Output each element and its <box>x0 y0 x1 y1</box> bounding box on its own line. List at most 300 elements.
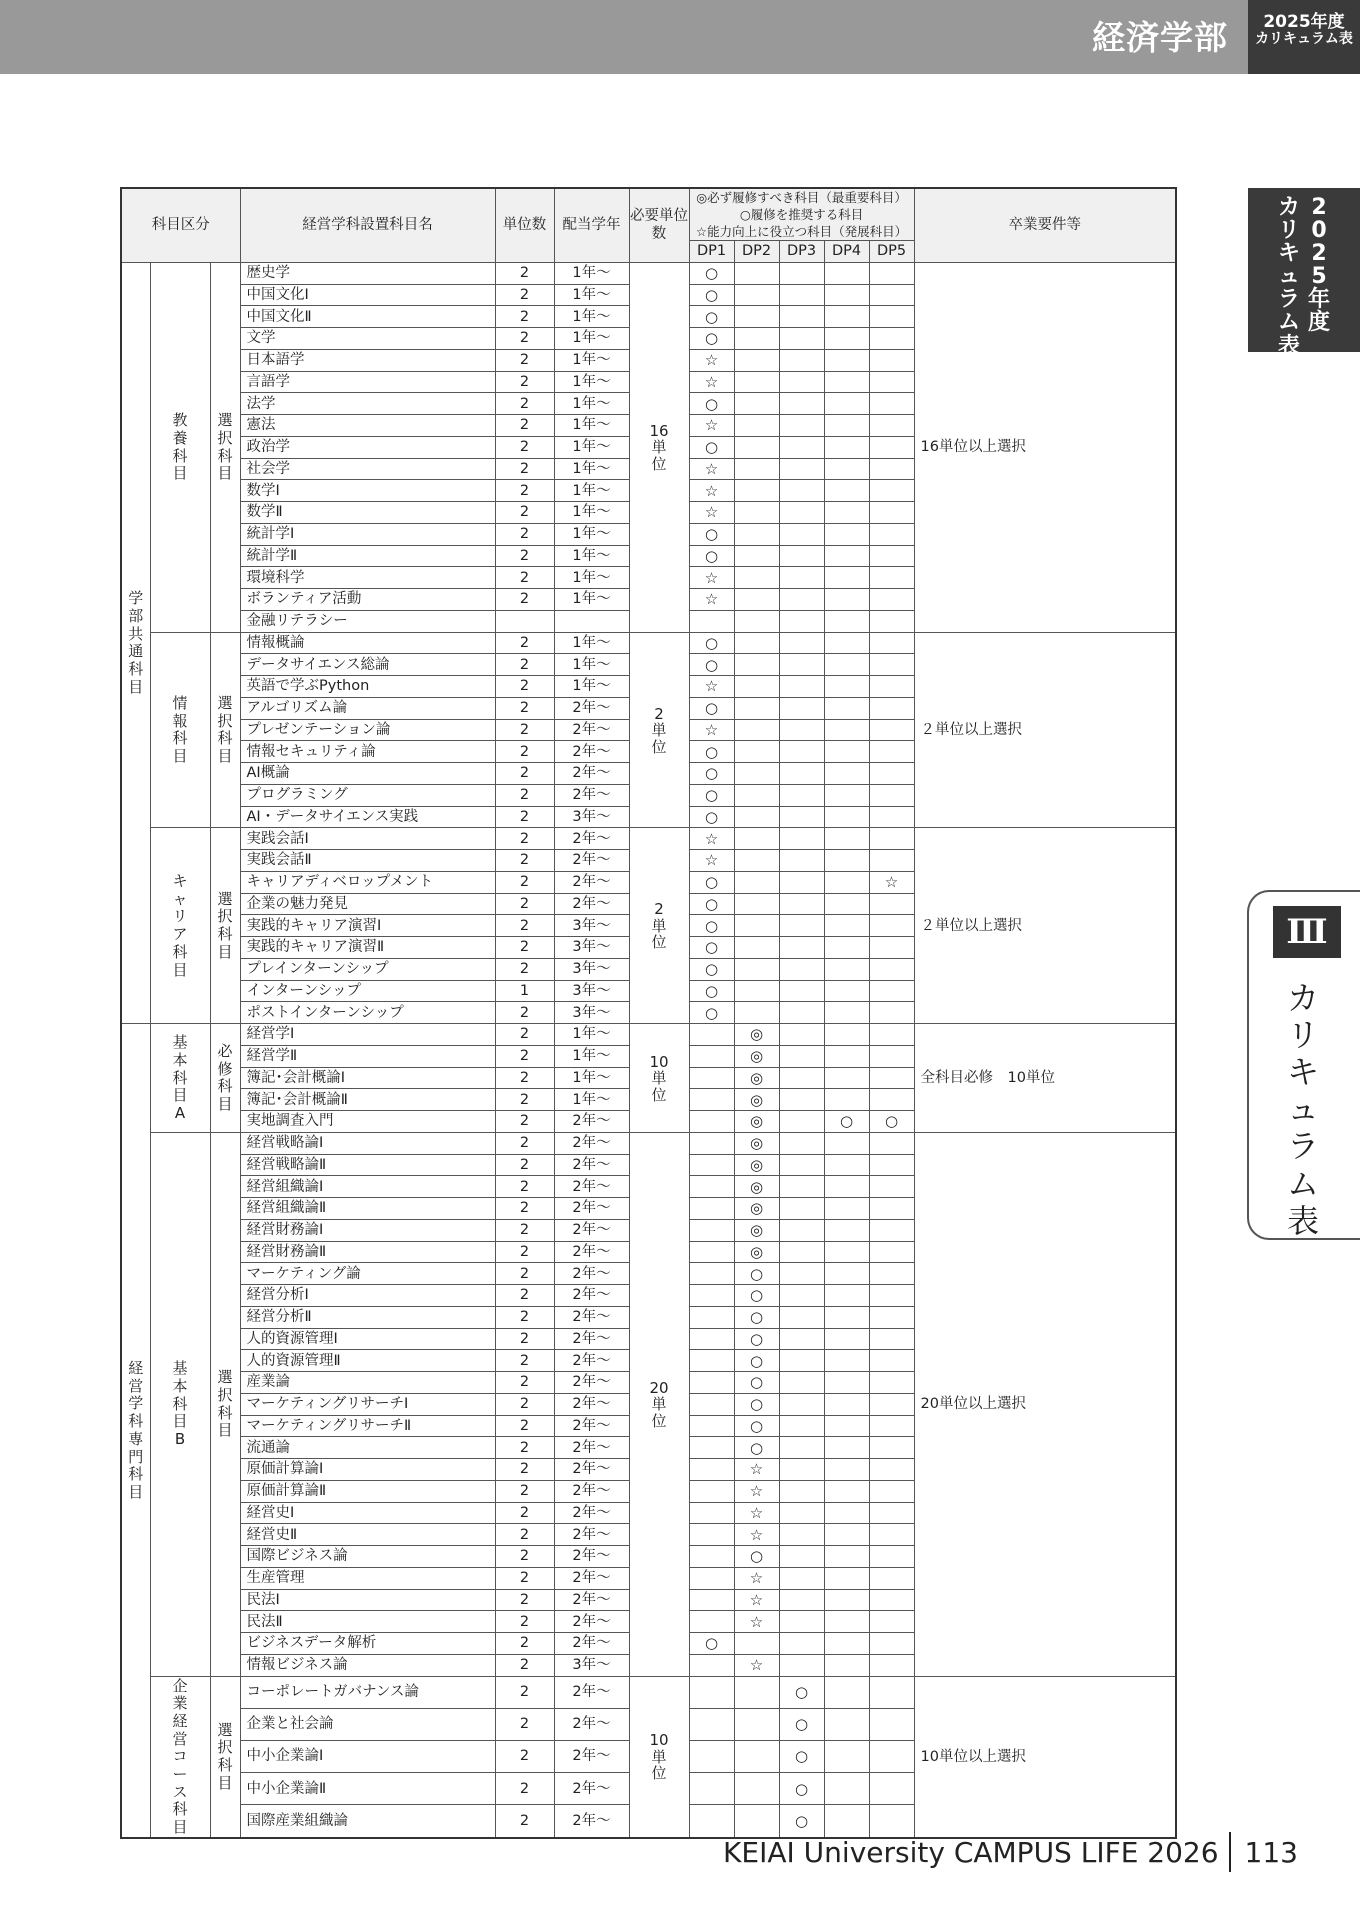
dp2-mark: ○ <box>734 1285 779 1307</box>
type-label: 選 択 科 目 <box>217 1368 233 1440</box>
dp2-mark: ◎ <box>734 1219 779 1241</box>
required-units: 10 単 位 <box>649 1052 669 1104</box>
dp4-mark <box>824 567 869 589</box>
credits: 2 <box>495 1415 554 1437</box>
curriculum-body <box>121 262 1176 1837</box>
dp3-mark <box>779 1502 824 1524</box>
course-name: 社会学 <box>240 458 495 480</box>
credits: 2 <box>495 937 554 959</box>
graduation-requirement: 全科目必修 10単位 <box>914 1024 1176 1133</box>
dp4-mark <box>824 850 869 872</box>
dp4-mark <box>824 415 869 437</box>
dp3-mark <box>779 328 824 350</box>
dp2-mark <box>734 610 779 632</box>
credits: 2 <box>495 1633 554 1655</box>
required-units: 20 単 位 <box>649 1378 669 1430</box>
dp2-mark: ☆ <box>734 1611 779 1633</box>
footer-divider <box>1229 1832 1231 1872</box>
side-doc-vertical: カ リ キ ュ ラ ム 表 <box>1277 195 1300 359</box>
footer <box>723 1832 1298 1872</box>
credits: 2 <box>495 1502 554 1524</box>
dp5-mark <box>869 1633 914 1655</box>
subcategory-label: キ ャ リ ア 科 目 <box>172 872 188 979</box>
credits: 2 <box>495 763 554 785</box>
credits: 2 <box>495 1524 554 1546</box>
dp2-mark: ○ <box>734 1350 779 1372</box>
dp3-mark <box>779 567 824 589</box>
required-units: 2 単 位 <box>651 704 667 756</box>
course-name: 経営史Ⅰ <box>240 1502 495 1524</box>
course-name: 数学Ⅰ <box>240 480 495 502</box>
year: 1年～ <box>554 306 629 328</box>
credits: 2 <box>495 1067 554 1089</box>
dp1-mark: ○ <box>689 741 734 763</box>
credits: 2 <box>495 806 554 828</box>
dp4-mark <box>824 1611 869 1633</box>
dp4-mark <box>824 915 869 937</box>
dp3-mark <box>779 1546 824 1568</box>
credits: 2 <box>495 1002 554 1024</box>
credits: 2 <box>495 1805 554 1838</box>
year: 2年～ <box>554 1415 629 1437</box>
course-name: 経営戦略論Ⅱ <box>240 1154 495 1176</box>
dp1-mark <box>689 1089 734 1111</box>
dp2-mark <box>734 415 779 437</box>
credits: 2 <box>495 1393 554 1415</box>
dp3-mark <box>779 480 824 502</box>
dp4-mark <box>824 784 869 806</box>
credits: 2 <box>495 567 554 589</box>
dp5-mark <box>869 784 914 806</box>
dp4-mark <box>824 1089 869 1111</box>
dp3-mark <box>779 871 824 893</box>
dp1-mark <box>689 1773 734 1805</box>
dp5-mark <box>869 393 914 415</box>
credits: 2 <box>495 1024 554 1046</box>
dp2-mark <box>734 741 779 763</box>
year: 2年～ <box>554 1805 629 1838</box>
dp5-mark <box>869 1024 914 1046</box>
chapter-number: Ⅲ <box>1273 906 1341 958</box>
course-name: 産業論 <box>240 1372 495 1394</box>
year: 2年～ <box>554 1567 629 1589</box>
credits: 2 <box>495 1350 554 1372</box>
dp4-mark <box>824 697 869 719</box>
table-row <box>121 262 1176 284</box>
dp3-mark <box>779 1198 824 1220</box>
course-name: プレインターンシップ <box>240 958 495 980</box>
dp3-mark <box>779 937 824 959</box>
dp4-mark <box>824 1437 869 1459</box>
dp1-mark: ○ <box>689 806 734 828</box>
credits: 2 <box>495 1241 554 1263</box>
year: 3年～ <box>554 937 629 959</box>
dp5-mark <box>869 284 914 306</box>
dp2-mark <box>734 589 779 611</box>
credits: 2 <box>495 1437 554 1459</box>
credits: 2 <box>495 1089 554 1111</box>
course-name: 政治学 <box>240 436 495 458</box>
dp1-mark: ☆ <box>689 719 734 741</box>
dp2-mark: ◎ <box>734 1154 779 1176</box>
department-title: 経済学部 <box>1092 18 1228 57</box>
year: 1年～ <box>554 436 629 458</box>
credits: 2 <box>495 1546 554 1568</box>
dp3-mark: ○ <box>779 1676 824 1708</box>
dp4-mark <box>824 1132 869 1154</box>
year: 3年～ <box>554 958 629 980</box>
year: 1年～ <box>554 328 629 350</box>
dp5-mark <box>869 1154 914 1176</box>
dp4-mark <box>824 1263 869 1285</box>
dp4-mark <box>824 1285 869 1307</box>
type-label: 選 択 科 目 <box>217 889 233 961</box>
dp1-mark <box>689 1524 734 1546</box>
course-name: 経営学Ⅱ <box>240 1045 495 1067</box>
course-name: 実践的キャリア演習Ⅰ <box>240 915 495 937</box>
dp1-mark <box>689 1546 734 1568</box>
credits: 2 <box>495 741 554 763</box>
dp3-mark <box>779 1241 824 1263</box>
year: 3年～ <box>554 1002 629 1024</box>
dp1-mark <box>689 1241 734 1263</box>
course-name: マーケティングリサーチⅠ <box>240 1393 495 1415</box>
dp2-mark <box>734 1708 779 1740</box>
dp5-mark <box>869 1437 914 1459</box>
legend-line-3: ☆能力向上に役立つ科目（発展科目） <box>695 224 908 239</box>
dp3-mark <box>779 393 824 415</box>
dp5-mark <box>869 1459 914 1481</box>
credits: 2 <box>495 502 554 524</box>
credits: 2 <box>495 1263 554 1285</box>
course-name: 経営財務論Ⅰ <box>240 1219 495 1241</box>
dp3-mark: ○ <box>779 1708 824 1740</box>
dp5-mark <box>869 502 914 524</box>
dp1-mark: ☆ <box>689 567 734 589</box>
year: 2年～ <box>554 871 629 893</box>
type-cell <box>210 828 240 1024</box>
credits: 2 <box>495 828 554 850</box>
dp5-mark <box>869 1132 914 1154</box>
dp1-mark: ○ <box>689 980 734 1002</box>
dp2-mark: ○ <box>734 1263 779 1285</box>
course-name: プログラミング <box>240 784 495 806</box>
dp2-mark <box>734 763 779 785</box>
dp1-mark: ○ <box>689 915 734 937</box>
dp1-mark <box>689 1045 734 1067</box>
dp3-mark <box>779 915 824 937</box>
course-name: 原価計算論Ⅰ <box>240 1459 495 1481</box>
dp1-mark: ○ <box>689 306 734 328</box>
course-name: 民法Ⅱ <box>240 1611 495 1633</box>
dp5-mark <box>869 589 914 611</box>
dp2-mark <box>734 1740 779 1772</box>
year: 2年～ <box>554 1285 629 1307</box>
dp1-mark: ☆ <box>689 349 734 371</box>
year: 2年～ <box>554 850 629 872</box>
dp4-mark <box>824 1393 869 1415</box>
dp1-mark <box>689 1306 734 1328</box>
dp3-mark <box>779 371 824 393</box>
dp5-mark <box>869 1067 914 1089</box>
year: 2年～ <box>554 1154 629 1176</box>
year: 2年～ <box>554 1773 629 1805</box>
table-row <box>121 632 1176 654</box>
dp2-mark <box>734 480 779 502</box>
year: 2年～ <box>554 741 629 763</box>
credits: 2 <box>495 1654 554 1676</box>
dp4-mark <box>824 1350 869 1372</box>
table-row <box>121 1676 1176 1708</box>
dp2-mark <box>734 632 779 654</box>
dp4-mark <box>824 1372 869 1394</box>
year: 1年～ <box>554 1067 629 1089</box>
dp1-mark: ○ <box>689 1002 734 1024</box>
dp5-mark <box>869 523 914 545</box>
credits: 2 <box>495 458 554 480</box>
course-name: 情報セキュリティ論 <box>240 741 495 763</box>
course-name: 流通論 <box>240 1437 495 1459</box>
subcategory-label: 基 本 科 目 B <box>172 1359 188 1449</box>
dp1-mark: ☆ <box>689 828 734 850</box>
dp5-mark <box>869 436 914 458</box>
dp3-mark <box>779 763 824 785</box>
dp4-mark <box>824 523 869 545</box>
dp3-mark <box>779 741 824 763</box>
dp3-mark <box>779 1263 824 1285</box>
dp1-mark: ○ <box>689 328 734 350</box>
year: 2年～ <box>554 1437 629 1459</box>
dp3-mark <box>779 654 824 676</box>
course-name: 言語学 <box>240 371 495 393</box>
credits: 2 <box>495 436 554 458</box>
dp1-mark <box>689 1111 734 1133</box>
dp5-mark <box>869 763 914 785</box>
header-dp4: DP4 <box>824 241 869 263</box>
year: 2年～ <box>554 1611 629 1633</box>
subcategory-label: 教 養 科 目 <box>172 411 188 483</box>
side-year-tab <box>1248 188 1360 359</box>
dp3-mark: ○ <box>779 1805 824 1838</box>
dp2-mark: ○ <box>734 1546 779 1568</box>
dp2-mark <box>734 1773 779 1805</box>
dp3-mark <box>779 1459 824 1481</box>
course-name: 人的資源管理Ⅱ <box>240 1350 495 1372</box>
course-name: 英語で学ぶPython <box>240 676 495 698</box>
dp2-mark: ☆ <box>734 1567 779 1589</box>
dp1-mark: ○ <box>689 937 734 959</box>
dp5-mark <box>869 980 914 1002</box>
dp2-mark: ◎ <box>734 1176 779 1198</box>
dp1-mark <box>689 1502 734 1524</box>
course-name: 経営史Ⅱ <box>240 1524 495 1546</box>
required-units-cell <box>629 1676 689 1838</box>
required-units: 2 単 位 <box>651 900 667 952</box>
dp5-mark <box>869 1176 914 1198</box>
year: 2年～ <box>554 763 629 785</box>
year: 2年～ <box>554 1350 629 1372</box>
course-name: ポストインターンシップ <box>240 1002 495 1024</box>
dp5-mark <box>869 697 914 719</box>
dp4-mark <box>824 502 869 524</box>
credits: 2 <box>495 393 554 415</box>
dp3-mark <box>779 1132 824 1154</box>
dp5-mark <box>869 328 914 350</box>
table-row <box>121 828 1176 850</box>
year: 1年～ <box>554 262 629 284</box>
year: 1年～ <box>554 371 629 393</box>
dp2-mark: ○ <box>734 1372 779 1394</box>
dp1-mark: ☆ <box>689 371 734 393</box>
header-credits: 単位数 <box>495 188 554 262</box>
credits: 2 <box>495 915 554 937</box>
dp1-mark <box>689 1154 734 1176</box>
credits: 2 <box>495 1045 554 1067</box>
year: 2年～ <box>554 1459 629 1481</box>
year: 2年～ <box>554 697 629 719</box>
dp5-mark <box>869 567 914 589</box>
credits: 2 <box>495 1773 554 1805</box>
year: 1年～ <box>554 1089 629 1111</box>
type-label: 必 修 科 目 <box>217 1042 233 1114</box>
year: 1年～ <box>554 567 629 589</box>
credits: 2 <box>495 654 554 676</box>
year: 1年～ <box>554 654 629 676</box>
table-row <box>121 1132 1176 1154</box>
subcategory-cell <box>150 1132 210 1676</box>
credits: 2 <box>495 1589 554 1611</box>
dp4-mark <box>824 589 869 611</box>
header-dp1: DP1 <box>689 241 734 263</box>
year: 2年～ <box>554 893 629 915</box>
year: 3年～ <box>554 1654 629 1676</box>
year: 1年～ <box>554 480 629 502</box>
course-name: マーケティングリサーチⅡ <box>240 1415 495 1437</box>
dp5-mark <box>869 610 914 632</box>
dp1-mark: ○ <box>689 784 734 806</box>
dp2-mark <box>734 915 779 937</box>
dp5-mark <box>869 306 914 328</box>
dp1-mark <box>689 1067 734 1089</box>
year: 2年～ <box>554 1546 629 1568</box>
year: 1年～ <box>554 632 629 654</box>
course-name: 統計学Ⅱ <box>240 545 495 567</box>
year: 2年～ <box>554 1740 629 1772</box>
course-name: 経営戦略論Ⅰ <box>240 1132 495 1154</box>
course-name: 環境科学 <box>240 567 495 589</box>
course-name: 経営分析Ⅱ <box>240 1306 495 1328</box>
dp2-mark <box>734 937 779 959</box>
dp5-mark <box>869 1328 914 1350</box>
dp2-mark: ◎ <box>734 1067 779 1089</box>
credits: 2 <box>495 1111 554 1133</box>
dp4-mark <box>824 1024 869 1046</box>
credits: 2 <box>495 893 554 915</box>
dp2-mark: ◎ <box>734 1045 779 1067</box>
dp4-mark <box>824 1415 869 1437</box>
dp2-mark <box>734 349 779 371</box>
dp4-mark: ○ <box>824 1111 869 1133</box>
dp2-mark <box>734 1676 779 1708</box>
dp1-mark: ○ <box>689 545 734 567</box>
credits: 2 <box>495 1676 554 1708</box>
page-number: 113 <box>1244 1835 1298 1869</box>
year: 2年～ <box>554 1524 629 1546</box>
credits: 2 <box>495 284 554 306</box>
dp3-mark <box>779 1306 824 1328</box>
credits: 2 <box>495 328 554 350</box>
year: 1年～ <box>554 589 629 611</box>
year-label: 2025年度 <box>1263 12 1345 32</box>
dp4-mark <box>824 1773 869 1805</box>
course-name: 金融リテラシー <box>240 610 495 632</box>
dp3-mark <box>779 1415 824 1437</box>
dp1-mark: ○ <box>689 697 734 719</box>
credits: 2 <box>495 632 554 654</box>
dp3-mark <box>779 1111 824 1133</box>
year: 2年～ <box>554 1633 629 1655</box>
dp4-mark <box>824 393 869 415</box>
dp4-mark <box>824 719 869 741</box>
credits: 2 <box>495 719 554 741</box>
credits: 2 <box>495 262 554 284</box>
graduation-requirement: ２単位以上選択 <box>914 828 1176 1024</box>
dp1-mark: ☆ <box>689 589 734 611</box>
dp2-mark <box>734 958 779 980</box>
dp3-mark <box>779 893 824 915</box>
dp4-mark <box>824 610 869 632</box>
dp5-mark <box>869 1285 914 1307</box>
dp2-mark <box>734 567 779 589</box>
dp2-mark: ○ <box>734 1306 779 1328</box>
year: 2年～ <box>554 1480 629 1502</box>
year: 2年～ <box>554 1132 629 1154</box>
credits: 2 <box>495 545 554 567</box>
dp1-mark <box>689 1740 734 1772</box>
course-name: 生産管理 <box>240 1567 495 1589</box>
header-graduation: 卒業要件等 <box>914 188 1176 262</box>
dp5-mark <box>869 828 914 850</box>
dp2-mark <box>734 697 779 719</box>
course-name: 簿記･会計概論Ⅱ <box>240 1089 495 1111</box>
dp4-mark <box>824 1219 869 1241</box>
credits: 2 <box>495 1285 554 1307</box>
credits: 2 <box>495 1459 554 1481</box>
dp1-mark: ☆ <box>689 676 734 698</box>
dp4-mark <box>824 371 869 393</box>
dp1-mark: ☆ <box>689 502 734 524</box>
dp4-mark <box>824 937 869 959</box>
dp2-mark: ◎ <box>734 1089 779 1111</box>
course-name: 統計学Ⅰ <box>240 523 495 545</box>
course-name: 経営学Ⅰ <box>240 1024 495 1046</box>
subcategory-label: 情 報 科 目 <box>172 694 188 766</box>
dp3-mark <box>779 958 824 980</box>
course-name: 数学Ⅱ <box>240 502 495 524</box>
dp3-mark <box>779 1154 824 1176</box>
course-name: AI・データサイエンス実践 <box>240 806 495 828</box>
year: 2年～ <box>554 1328 629 1350</box>
dp3-mark <box>779 1002 824 1024</box>
chapter-tab[interactable] <box>1247 890 1360 1240</box>
dp5-mark <box>869 741 914 763</box>
course-name: インターンシップ <box>240 980 495 1002</box>
credits: 2 <box>495 1567 554 1589</box>
dp2-mark: ○ <box>734 1415 779 1437</box>
dp2-mark <box>734 719 779 741</box>
dp3-mark <box>779 1350 824 1372</box>
type-cell <box>210 1676 240 1838</box>
